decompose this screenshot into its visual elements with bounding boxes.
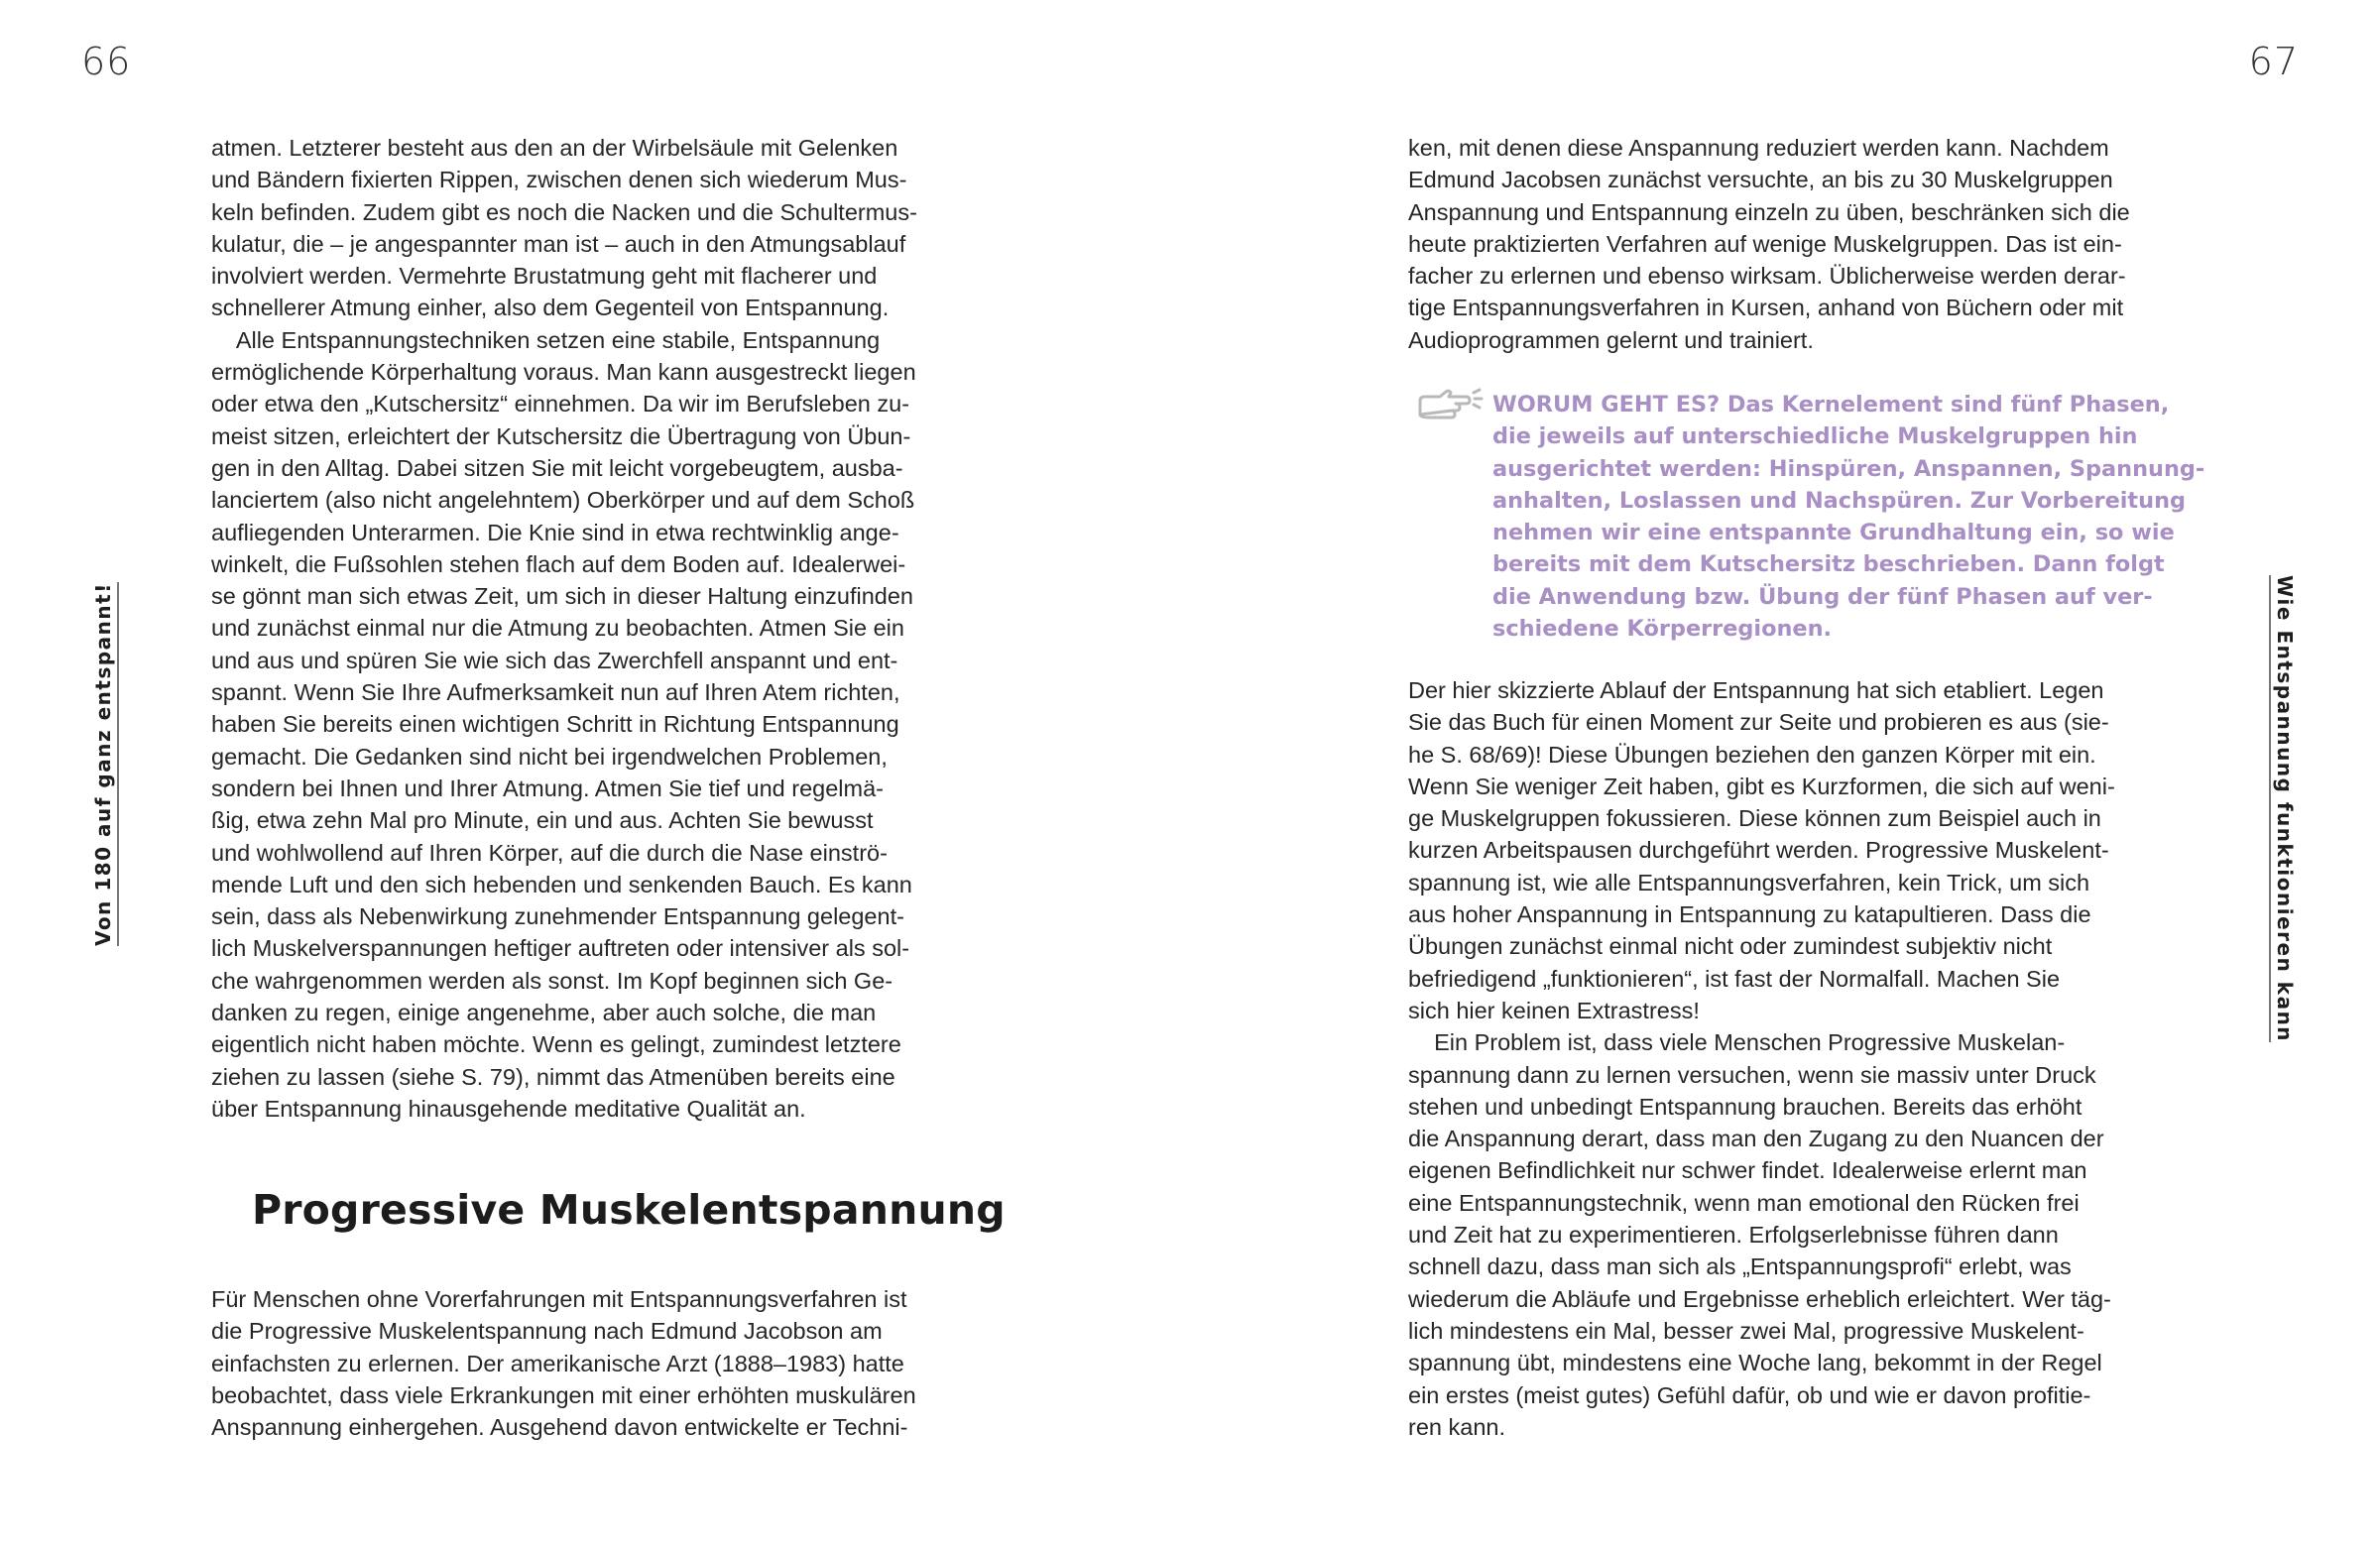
paragraph [1408, 1026, 2202, 1443]
running-header-right: Wie Entspannung funktionieren kann [2269, 575, 2297, 1042]
left-column-text [211, 132, 1005, 1125]
text-line: kulatur, die – je angespannter man ist – auch in den Atmungsablauf [211, 230, 906, 257]
text-line: schnellerer Atmung einher, also dem Gegenteil von Entspannung. [211, 295, 890, 321]
text-line: Anspannung einhergehen. Ausgehend davon entwickelte er Techni- [211, 1414, 908, 1441]
text-line: se gönnt man sich etwas Zeit, um sich in dieser Haltung einzufinden [211, 583, 913, 610]
text-line: Alle Entspannungstechniken setzen eine stabile, Entspannung [211, 326, 881, 353]
text-line: Anspannung und Entspannung einzeln zu üben, beschränken sich die [1408, 198, 2130, 225]
text-line: Audioprogrammen gelernt und trainiert. [1408, 326, 1814, 353]
page-number-left: 66 [81, 40, 132, 83]
text-line: gen in den Alltag. Dabei sitzen Sie mit leicht vorgebeugtem, ausba- [211, 454, 903, 481]
text-line: und Zeit hat zu experimentieren. Erfolgserlebnisse führen dann [1408, 1222, 2059, 1249]
paragraph [211, 132, 1005, 324]
text-line: sondern bei Ihnen und Ihrer Atmung. Atmen Sie tief und regelmä- [211, 775, 885, 801]
callout-line: WORUM GEHT ES? Das Kernelement sind fünf Phasen, [1492, 392, 2170, 418]
paragraph [1408, 132, 2202, 356]
text-line: spannung ist, wie alle Entspannungsverfahren, kein Trick, um sich [1408, 869, 2090, 895]
text-line: und Bändern fixierten Rippen, zwischen denen sich wiederum Mus- [211, 167, 907, 193]
text-line: aus hoher Anspannung in Entspannung zu katapultieren. Dass die [1408, 901, 2091, 928]
text-line: sein, dass als Nebenwirkung zunehmender Entspannung gelegent- [211, 903, 904, 930]
text-line: spannung dann zu lernen versuchen, wenn sie massiv unter Druck [1408, 1061, 2096, 1088]
text-line: und aus und spüren Sie wie sich das Zwerchfell anspannt und ent- [211, 647, 898, 673]
text-line: ge Muskelgruppen fokussieren. Diese können zum Beispiel auch in [1408, 805, 2101, 832]
text-line: eigentlich nicht haben möchte. Wenn es gelingt, zumindest letztere [211, 1031, 901, 1058]
text-line: Ein Problem ist, dass viele Menschen Progressive Muskelan- [1408, 1029, 2066, 1056]
pointing-hand-icon [1416, 385, 1486, 428]
text-line: keln befinden. Zudem gibt es noch die Nacken und die Schultermus- [211, 198, 917, 225]
paragraph [1408, 674, 2202, 1026]
text-line: oder etwa den „Kutschersitz“ einnehmen. Da wir im Berufsleben zu- [211, 391, 910, 418]
text-line: he S. 68/69)! Diese Übungen beziehen den ganzen Körper mit ein. [1408, 741, 2096, 768]
paragraph [211, 1283, 1005, 1443]
text-line: Sie das Buch für einen Moment zur Seite und probieren es aus (sie- [1408, 709, 2109, 736]
text-line: tige Entspannungsverfahren in Kursen, anhand von Büchern oder mit [1408, 295, 2124, 321]
text-line: Der hier skizzierte Ablauf der Entspannung hat sich etabliert. Legen [1408, 677, 2104, 703]
text-line: winkelt, die Fußsohlen stehen flach auf dem Boden auf. Idealerwei- [211, 550, 906, 577]
running-header-left: Von 180 auf ganz entspannt! [91, 582, 119, 946]
callout-line: schiedene Körperregionen. [1492, 616, 1833, 643]
callout-line: die jeweils auf unterschiedliche Muskelgruppen hin [1492, 423, 2138, 450]
right-column-text [1408, 132, 2202, 356]
text-line: lanciertem (also nicht angelehntem) Oberkörper und auf dem Schoß [211, 487, 915, 514]
text-line: befriedigend „funktionieren“, ist fast der Normalfall. Machen Sie [1408, 965, 2061, 992]
text-line: die Progressive Muskelentspannung nach Edmund Jacobson am [211, 1318, 883, 1345]
text-line: einfachsten zu erlernen. Der amerikanische Arzt (1888–1983) hatte [211, 1350, 904, 1376]
text-line: meist sitzen, erleichtert der Kutschersitz die Übertragung von Übun- [211, 422, 911, 449]
text-line: über Entspannung hinausgehende meditative Qualität an. [211, 1095, 806, 1122]
left-column-text-lower [211, 1283, 1005, 1443]
text-line: lich mindestens ein Mal, besser zwei Mal, progressive Muskelent- [1408, 1317, 2084, 1344]
text-line: eine Entspannungstechnik, wenn man emotional den Rücken frei [1408, 1189, 2080, 1216]
text-line: Für Menschen ohne Vorerfahrungen mit Entspannungsverfahren ist [211, 1286, 907, 1312]
paragraph [211, 324, 1005, 1125]
text-line: spannt. Wenn Sie Ihre Aufmerksamkeit nun auf Ihren Atem richten, [211, 679, 900, 706]
text-line: stehen und unbedingt Entspannung brauchen. Bereits das erhöht [1408, 1093, 2082, 1120]
right-column-text-lower [1408, 674, 2202, 1443]
text-line: mende Luft und den sich hebenden und senkenden Bauch. Es kann [211, 871, 912, 897]
text-line: atmen. Letzterer besteht aus den an der Wirbelsäule mit Gelenken [211, 135, 898, 161]
text-line: eigenen Befindlichkeit nur schwer findet. Idealerweise erlernt man [1408, 1157, 2087, 1184]
text-line: che wahrgenommen werden als sonst. Im Kopf beginnen sich Ge- [211, 967, 893, 994]
callout-line: anhalten, Loslassen und Nachspüren. Zur Vorbereitung [1492, 487, 2187, 514]
text-line: ein erstes (meist gutes) Gefühl dafür, ob und wie er davon profitie- [1408, 1381, 2091, 1408]
text-line: haben Sie bereits einen wichtigen Schritt in Richtung Entspannung [211, 711, 899, 738]
text-line: involviert werden. Vermehrte Brustatmung geht mit flacherer und [211, 263, 878, 290]
text-line: und zunächst einmal nur die Atmung zu beobachten. Atmen Sie ein [211, 615, 904, 642]
text-line: beobachtet, dass viele Erkrankungen mit einer erhöhten muskulären [211, 1381, 916, 1408]
section-heading: Progressive Muskelentspannung [252, 1186, 1006, 1234]
text-line: wiederum die Abläufe und Ergebnisse erheblich erleichtert. Wer täg- [1408, 1285, 2111, 1312]
text-line: die Anspannung derart, dass man den Zugang zu den Nuancen der [1408, 1126, 2104, 1152]
text-line: ßig, etwa zehn Mal pro Minute, ein und aus. Achten Sie bewusst [211, 807, 874, 834]
text-line: heute praktizierten Verfahren auf wenige Muskelgruppen. Das ist ein- [1408, 230, 2122, 257]
text-line: ziehen zu lassen (siehe S. 79), nimmt das Atmenüben bereits eine [211, 1063, 895, 1090]
text-line: ken, mit denen diese Anspannung reduziert werden kann. Nachdem [1408, 135, 2109, 161]
page-number-right: 67 [2248, 40, 2299, 83]
callout-line: ausgerichtet werden: Hinspüren, Anspannen, Spannung- [1492, 455, 2205, 482]
text-line: und wohlwollend auf Ihren Körper, auf die durch die Nase einströ- [211, 839, 888, 866]
text-line: ermöglichende Körperhaltung voraus. Man kann ausgestreckt liegen [211, 359, 916, 386]
text-line: Edmund Jacobsen zunächst versuchte, an bis zu 30 Muskelgruppen [1408, 167, 2113, 193]
text-line: gemacht. Die Gedanken sind nicht bei irgendwelchen Problemen, [211, 743, 888, 770]
text-line: aufliegenden Unterarmen. Die Knie sind in etwa rechtwinklig ange- [211, 519, 899, 545]
text-line: danken zu regen, einige angenehme, aber auch solche, die man [211, 1000, 877, 1026]
callout-line: die Anwendung bzw. Übung der fünf Phasen auf ver- [1492, 583, 2153, 610]
text-line: lich Muskelverspannungen heftiger auftreten oder intensiver als sol- [211, 935, 910, 962]
text-line: sich hier keinen Extrastress! [1408, 997, 1700, 1023]
text-line: spannung übt, mindestens eine Woche lang, bekommt in der Regel [1408, 1350, 2102, 1376]
text-line: facher zu erlernen und ebenso wirksam. Üblicherweise werden derar- [1408, 263, 2126, 290]
text-line: Übungen zunächst einmal nicht oder zumindest subjektiv nicht [1408, 933, 2053, 960]
text-line: Wenn Sie weniger Zeit haben, gibt es Kurzformen, die sich auf weni- [1408, 773, 2115, 799]
callout-box [1492, 389, 2206, 645]
text-line: schnell dazu, dass man sich als „Entspannungsprofi“ erlebt, was [1408, 1253, 2072, 1280]
text-line: ren kann. [1408, 1413, 1505, 1440]
callout-line: bereits mit dem Kutschersitz beschrieben. Dann folgt [1492, 551, 2165, 578]
callout-line: nehmen wir eine entspannte Grundhaltung ein, so wie [1492, 520, 2175, 546]
text-line: kurzen Arbeitspausen durchgeführt werden. Progressive Muskelent- [1408, 837, 2109, 864]
